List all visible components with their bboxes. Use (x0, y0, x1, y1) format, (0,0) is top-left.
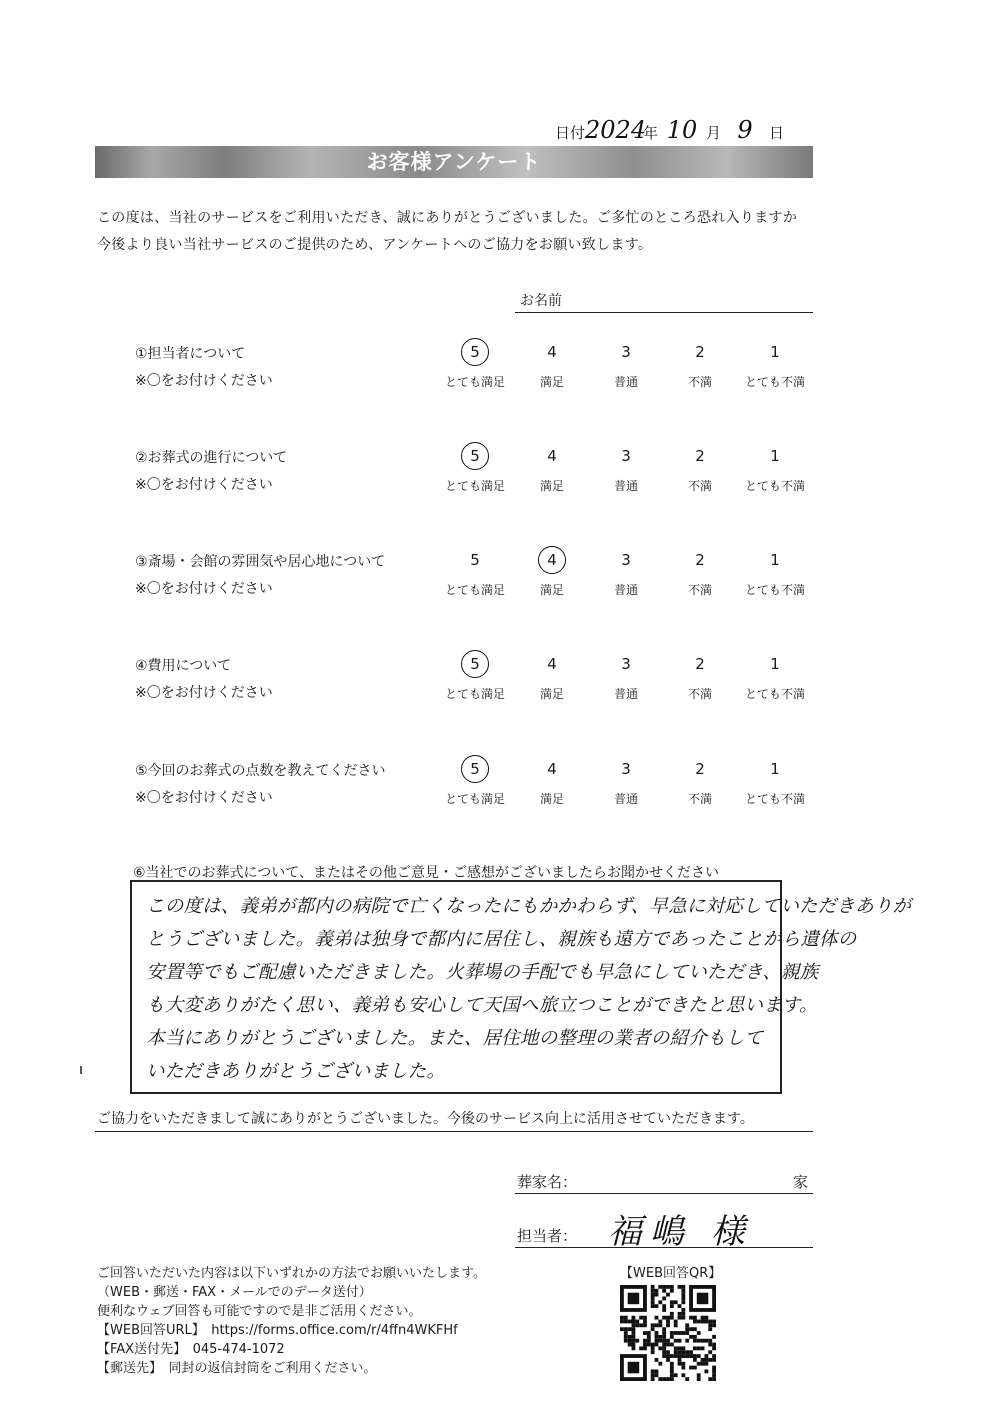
rating-option-5[interactable]: 5 (470, 343, 480, 361)
rating-label: 普通 (613, 375, 638, 389)
rating-label: 不満 (687, 375, 712, 389)
stray-pen-mark (80, 1066, 82, 1074)
rating-option-4[interactable]: 4 (547, 447, 557, 465)
question-note: ※〇をお付けください (135, 373, 273, 389)
rating-option-3[interactable]: 3 (621, 447, 631, 465)
selected-circle-mark (461, 755, 489, 783)
rating-label: とても不満 (744, 375, 805, 389)
family-suffix: 家 (793, 1173, 809, 1191)
rating-label: とても満足 (444, 687, 505, 701)
question-title: ④費用について (135, 658, 232, 674)
rating-label: 不満 (687, 479, 712, 493)
footer-line: ご回答いただいた内容は以下いずれかの方法でお願いいたします。 (97, 1266, 486, 1281)
rating-option-5[interactable]: 5 (470, 760, 480, 778)
rating-label: 普通 (613, 792, 638, 806)
rating-option-5[interactable]: 5 (470, 447, 480, 465)
rating-option-2[interactable]: 2 (695, 655, 705, 673)
family-label: 葬家名： (517, 1173, 578, 1191)
rating-label: とても満足 (444, 375, 505, 389)
rating-option-3[interactable]: 3 (621, 655, 631, 673)
rating-option-1[interactable]: 1 (770, 655, 780, 673)
question-title: ⑤今回のお葬式の点数を教えてください (135, 763, 386, 779)
rating-label: とても満足 (444, 792, 505, 806)
page-title: お客様アンケート (95, 146, 813, 178)
rating-option-5[interactable]: 5 (470, 655, 480, 673)
rating-label: とても不満 (744, 583, 805, 597)
footer-web-url[interactable]: 【WEB回答URL】 https://forms.office.com/r/4ffn4WKFHf (97, 1323, 458, 1338)
name-field-line[interactable] (515, 312, 813, 313)
rating-label: 不満 (687, 687, 712, 701)
date-month-unit: 月 (706, 124, 722, 142)
rating-label: 不満 (687, 792, 712, 806)
comment-box[interactable] (130, 880, 912, 1094)
date-day: 9 (737, 116, 753, 144)
rating-option-3[interactable]: 3 (621, 760, 631, 778)
rating-label: 不満 (687, 583, 712, 597)
staff-signature: 福嶋 様 (608, 1212, 753, 1252)
comment-line: 本当にありがとうございました。また、居住地の整理の業者の紹介もして (146, 1028, 764, 1049)
rating-option-1[interactable]: 1 (770, 760, 780, 778)
date-year: 2024 (585, 116, 647, 144)
footer-mail: 【郵送先】 同封の返信封筒をご利用ください。 (97, 1361, 377, 1376)
staff-label: 担当者： (517, 1227, 578, 1245)
comment-line: も大変ありがたく思い、義弟も安心して天国へ旅立つことができたと思います。 (146, 995, 818, 1016)
qr-code-icon[interactable] (620, 1285, 716, 1381)
rating-option-2[interactable]: 2 (695, 447, 705, 465)
name-label: お名前 (520, 293, 562, 309)
rating-option-3[interactable]: 3 (621, 551, 631, 569)
rating-label: 普通 (613, 479, 638, 493)
comment-line: とうございました。義弟は独身で都内に居住し、親族も遠方であったことから遺体の (146, 929, 857, 950)
staff-field-line[interactable] (515, 1247, 813, 1248)
rating-option-3[interactable]: 3 (621, 343, 631, 361)
divider (95, 1131, 813, 1132)
rating-label: 満足 (539, 792, 564, 806)
rating-label: 満足 (539, 479, 564, 493)
q6-title: ⑥当社でのお葬式について、またはその他ご意見・ご感想がございましたらお聞かせください (133, 865, 719, 881)
comment-line: いただきありがとうございました。 (146, 1061, 446, 1082)
rating-label: 満足 (539, 687, 564, 701)
footer-fax: 【FAX送付先】 045-474-1072 (97, 1342, 285, 1357)
date-row (555, 116, 784, 144)
question-note: ※〇をお付けください (135, 477, 273, 493)
rating-label: とても不満 (744, 792, 805, 806)
rating-option-2[interactable]: 2 (695, 343, 705, 361)
question-title: ②お葬式の進行について (135, 450, 288, 466)
rating-option-5[interactable]: 5 (470, 551, 480, 569)
comment-line: 安置等でもご配慮いただきました。火葬場の手配でも早急にしていただき、親族 (146, 962, 819, 983)
rating-label: 普通 (613, 583, 638, 597)
selected-circle-mark (461, 442, 489, 470)
rating-label: 満足 (539, 583, 564, 597)
family-field-line[interactable] (515, 1193, 813, 1194)
footer-line: （WEB・郵送・FAX・メールでのデータ送付） (97, 1285, 372, 1300)
intro-line-1: この度は、当社のサービスをご利用いただき、誠にありがとうございました。ご多忙のところ恐れ入りますか (97, 210, 798, 226)
date-day-unit: 日 (769, 124, 785, 142)
rating-option-1[interactable]: 1 (770, 551, 780, 569)
rating-label: 満足 (539, 375, 564, 389)
rating-label: とても不満 (744, 687, 805, 701)
rating-option-2[interactable]: 2 (695, 760, 705, 778)
rating-option-4[interactable]: 4 (547, 551, 557, 569)
footer-line: 便利なウェブ回答も可能ですので是非ご活用ください。 (97, 1304, 422, 1319)
question-note: ※〇をお付けください (135, 685, 273, 701)
date-prefix: 日付 (555, 124, 586, 142)
selected-circle-mark (461, 338, 489, 366)
question-note: ※〇をお付けください (135, 581, 273, 597)
rating-label: とても満足 (444, 583, 505, 597)
date-year-unit: 年 (643, 124, 659, 142)
rating-option-4[interactable]: 4 (547, 760, 557, 778)
rating-option-1[interactable]: 1 (770, 343, 780, 361)
question-note: ※〇をお付けください (135, 790, 273, 806)
comment-line: この度は、義弟が都内の病院で亡くなったにもかかわらず、早急に対応していただきありが (146, 896, 912, 917)
rating-label: とても不満 (744, 479, 805, 493)
selected-circle-mark (461, 650, 489, 678)
intro-line-2: 今後より良い当社サービスのご提供のため、アンケートへのご協力をお願い致します。 (97, 237, 653, 253)
qr-label: 【WEB回答QR】 (620, 1266, 722, 1281)
rating-option-2[interactable]: 2 (695, 551, 705, 569)
thanks-text: ご協力をいただきまして誠にありがとうございました。今後のサービス向上に活用させていただきます。 (97, 1111, 754, 1127)
rating-option-1[interactable]: 1 (770, 447, 780, 465)
rating-option-4[interactable]: 4 (547, 343, 557, 361)
rating-label: 普通 (613, 687, 638, 701)
rating-label: とても満足 (444, 479, 505, 493)
date-month: 10 (666, 116, 698, 144)
rating-option-4[interactable]: 4 (547, 655, 557, 673)
question-title: ①担当者について (135, 346, 246, 362)
selected-circle-mark (538, 546, 566, 574)
question-title: ③斎場・会館の雰囲気や居心地について (135, 554, 386, 570)
